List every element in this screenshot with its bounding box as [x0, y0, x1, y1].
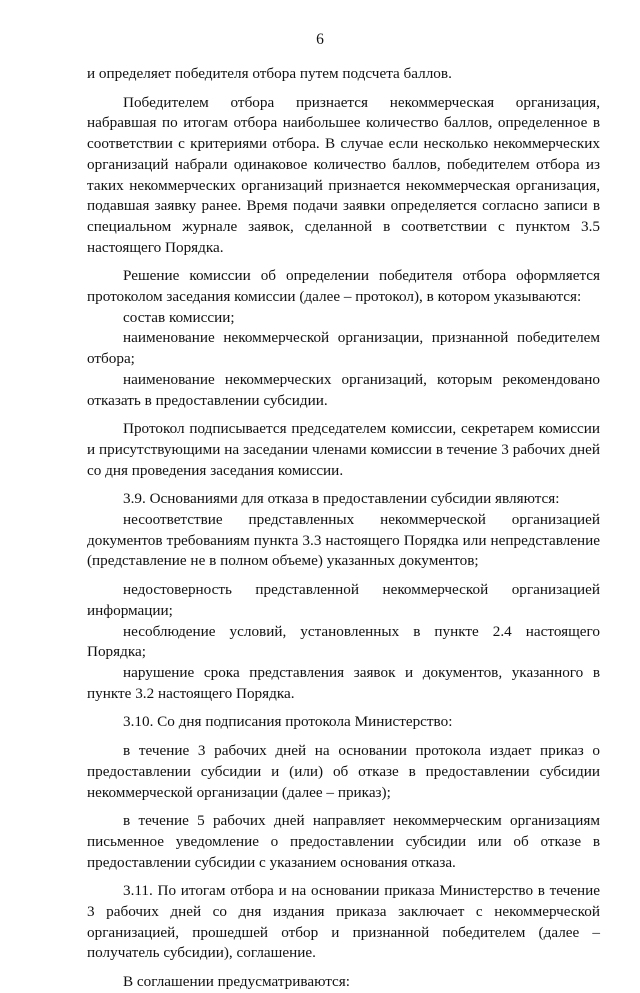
- paragraph-p7: Протокол подписывается председателем комиссии, секретарем комиссии и присутствующими на заседании членами комиссии в течение 3 рабочих дней со дня проведения заседания комиссии.: [87, 420, 600, 479]
- paragraph-p4: состав комиссии;: [123, 308, 235, 326]
- paragraph-p6: наименование некоммерческих организаций, которым рекомендовано отказать в предоставлении субсидии.: [87, 370, 600, 409]
- paragraph-p2: Победителем отбора признается некоммерческая организация, набравшая по итогам отбора наибольшее количество баллов, определенное в соответствии с критериями отбора. В случае если несколько некоммерческих организаций набрали одинаковое количество баллов, победителем отбора из таких некоммерческих организаций признается некоммерческая организация, подавшая заявку ранее. Время подачи заявки определяется согласно записи в специальном журнале заявок, сделанной в соответствии с пунктом 3.5 настоящего Порядка.: [87, 93, 600, 256]
- paragraph-p16: 3.11. По итогам отбора и на основании приказа Министерство в течение 3 рабочих дней со дня издания приказа заключает с некоммерческой организацией, прошедшей отбор и признанной победителем (далее – получатель субсидии), соглашение.: [87, 882, 600, 962]
- paragraph-p10: недостоверность представленной некоммерческой организацией информации;: [87, 581, 600, 619]
- paragraph-p9: несоответствие представленных некоммерческой организацией документов требованиям пункта 3.3 настоящего Порядка или непредставление (представление не в полном объеме) указанных документов;: [87, 511, 600, 570]
- paragraph-p14: в течение 3 рабочих дней на основании протокола издает приказ о предоставлении субсидии и (или) об отказе в предоставлении субсидии некоммерческой организации (далее – приказ);: [87, 742, 600, 801]
- paragraph-p13: 3.10. Со дня подписания протокола Министерство:: [123, 713, 453, 731]
- paragraph-p3: Решение комиссии об определении победителя отбора оформляется протоколом заседания комиссии (далее – протокол), в котором указываются:: [87, 267, 600, 306]
- paragraph-p15: в течение 5 рабочих дней направляет некоммерческим организациям письменное уведомление о предоставлении субсидии или об отказе в предоставлении субсидии с указанием основания отказа.: [87, 812, 600, 871]
- paragraph-p8: 3.9. Основаниями для отказа в предоставлении субсидии являются:: [123, 490, 560, 508]
- document-body: [87, 64, 600, 993]
- page-number: 6: [316, 31, 324, 48]
- paragraph-p12: нарушение срока представления заявок и документов, указанного в пункте 3.2 настоящего Порядка.: [87, 663, 600, 702]
- paragraph-p11: несоблюдение условий, установленных в пункте 2.4 настоящего Порядка;: [87, 622, 600, 661]
- paragraph-p1: и определяет победителя отбора путем подсчета баллов.: [87, 65, 452, 82]
- paragraph-p17: В соглашении предусматриваются:: [123, 973, 351, 991]
- paragraph-p5: наименование некоммерческой организации, признанной победителем отбора;: [87, 329, 600, 368]
